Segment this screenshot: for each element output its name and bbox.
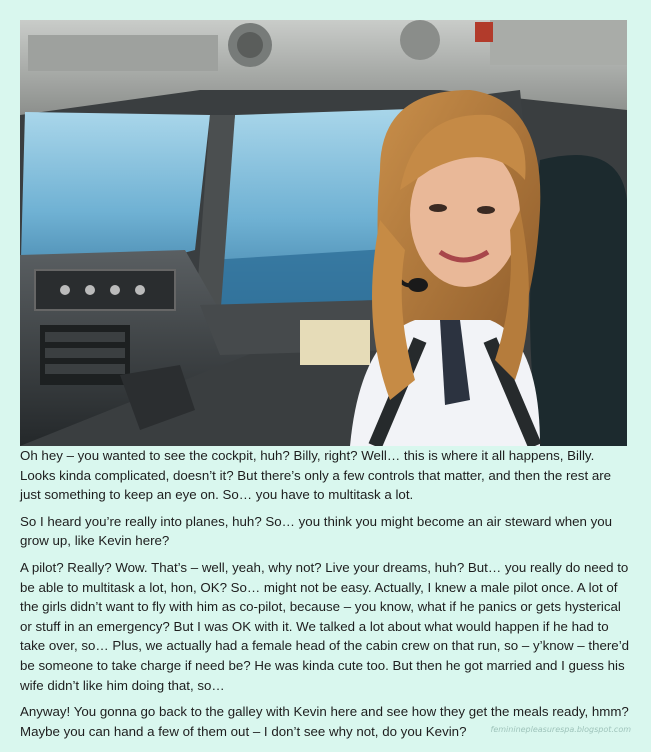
paragraph-2: So I heard you’re really into planes, huh? So… you think you might become an air steward when you grow up, like Kevin here? (20, 513, 613, 549)
story-text (20, 446, 632, 748)
paragraph-4: Anyway! You gonna go back to the galley with Kevin here and see how they get the meals ready, hmm? Maybe you can hand a few of them out – I don’t see why not, do you Kevin? (20, 704, 629, 739)
cockpit-photo (20, 20, 627, 446)
watermark: femininepleasurespa.blogspot.com (490, 725, 631, 734)
paragraph-3: A pilot? Really? Wow. That’s – well, yeah, why not? Live your dreams, huh? But… you really do need to be able to multitask a lot, hon, OK? So… might not be easy. Actually, I knew a male pilot once. A lot of the girls didn’t want to fly with him as co-pilot, because – you know, what if he panics or gets hysterical or stuff in an emergency? But I was OK with it. We talked a lot about what would happen if he had to take over, so… Plus, we actually had a female head of the cabin crew on that run, so – y’know – there’d be someone to take charge if need be? He was kinda cute too. But then he got married and I guess his wife didn’t like him doing that, so… (20, 559, 630, 693)
paragraph-1: Oh hey – you wanted to see the cockpit, huh? Billy, right? Well… this is where it all happens, Billy. Looks kinda complicated, doesn’t it? But there’s only a few controls that matter, and then the rest are just something to keep an eye on. So… you have to multitask a lot. (20, 448, 612, 503)
